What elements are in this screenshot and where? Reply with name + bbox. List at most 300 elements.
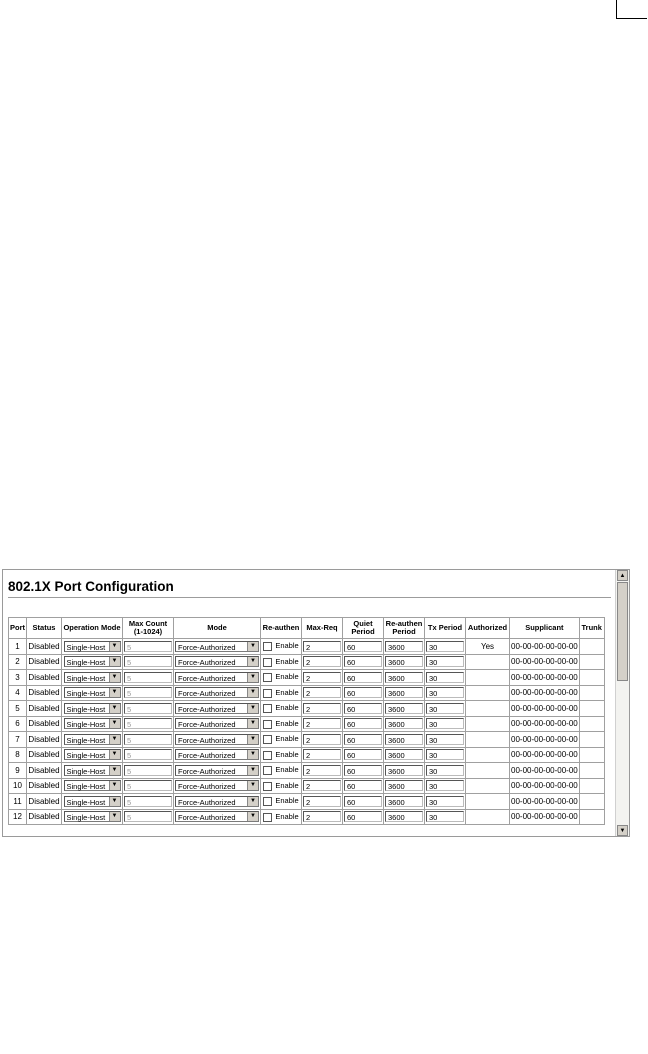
chevron-down-icon[interactable]: ▼ [109, 812, 120, 821]
tx-period-input[interactable]: 30 [426, 765, 464, 776]
max-count-cell [123, 732, 174, 748]
operation-mode-cell [62, 763, 123, 779]
max-req-input[interactable]: 2 [303, 796, 341, 807]
trunk-cell [579, 778, 604, 794]
reauthen-checkbox[interactable] [263, 704, 272, 713]
quiet-period-input[interactable]: 60 [344, 765, 382, 776]
panel-content [3, 570, 615, 836]
operation-mode-value: Single-Host [66, 673, 106, 683]
tx-period-input[interactable]: 30 [426, 641, 464, 652]
tx-period-cell [425, 794, 466, 810]
mode-cell [174, 763, 261, 779]
quiet-period-input[interactable]: 60 [344, 672, 382, 683]
operation-mode-value: Single-Host [66, 735, 106, 745]
max-req-input[interactable]: 2 [303, 703, 341, 714]
mode-value: Force-Authorized [178, 658, 236, 668]
authorized-cell [466, 685, 510, 701]
port-config-table [8, 617, 605, 825]
table-row [9, 747, 605, 763]
port-cell: 3 [9, 670, 27, 686]
trunk-cell [579, 809, 604, 825]
mode-select[interactable] [175, 749, 259, 760]
chevron-down-icon[interactable]: ▼ [109, 735, 120, 744]
scroll-down-icon[interactable]: ▼ [617, 825, 628, 836]
chevron-down-icon[interactable]: ▼ [109, 657, 120, 666]
quiet-period-input[interactable]: 60 [344, 780, 382, 791]
col-header-mode: Mode [174, 618, 261, 639]
max-req-cell [302, 794, 343, 810]
mode-select[interactable] [175, 641, 259, 652]
operation-mode-cell [62, 794, 123, 810]
authorized-cell [466, 809, 510, 825]
col-header-max-count [123, 618, 174, 639]
port-cell: 9 [9, 763, 27, 779]
scroll-up-icon[interactable]: ▲ [617, 570, 628, 581]
reauth-period-input[interactable]: 3600 [385, 718, 423, 729]
tx-period-input[interactable]: 30 [426, 703, 464, 714]
col-header-port: Port [9, 618, 27, 639]
reauth-period-input[interactable]: 3600 [385, 687, 423, 698]
authorized-cell [466, 794, 510, 810]
quiet-period-cell [343, 685, 384, 701]
table-row [9, 716, 605, 732]
chevron-down-icon[interactable]: ▼ [247, 781, 258, 790]
reauth-period-input[interactable]: 3600 [385, 796, 423, 807]
table-row [9, 670, 605, 686]
operation-mode-select[interactable] [64, 734, 121, 745]
supplicant-cell: 00-00-00-00-00-00 [510, 670, 580, 686]
max-count-input[interactable]: 5 [124, 796, 172, 807]
trunk-cell [579, 701, 604, 717]
quiet-header-line1: Quiet [353, 619, 373, 628]
reauthen-label: Enable [275, 749, 299, 759]
tx-period-input[interactable]: 30 [426, 718, 464, 729]
chevron-down-icon[interactable]: ▼ [109, 704, 120, 713]
chevron-down-icon[interactable]: ▼ [247, 735, 258, 744]
col-header-tx-period: Tx Period [425, 618, 466, 639]
reauth-period-cell [384, 794, 425, 810]
max-count-cell [123, 654, 174, 670]
port-cell: 7 [9, 732, 27, 748]
vertical-scrollbar[interactable] [615, 570, 629, 836]
operation-mode-select[interactable] [64, 703, 121, 714]
mode-value: Force-Authorized [178, 704, 236, 714]
reauth-period-input[interactable]: 3600 [385, 811, 423, 822]
mode-value: Force-Authorized [178, 782, 236, 792]
reauthen-cell [261, 716, 302, 732]
chevron-down-icon[interactable]: ▼ [109, 719, 120, 728]
mode-cell [174, 732, 261, 748]
reauth-period-cell [384, 639, 425, 655]
max-count-input[interactable]: 5 [124, 703, 172, 714]
reauth-period-input[interactable]: 3600 [385, 703, 423, 714]
quiet-period-input[interactable]: 60 [344, 703, 382, 714]
col-header-supplicant: Supplicant [510, 618, 580, 639]
mode-value: Force-Authorized [178, 720, 236, 730]
quiet-period-cell [343, 747, 384, 763]
reauth-period-cell [384, 747, 425, 763]
max-count-input[interactable]: 5 [124, 641, 172, 652]
port-config-window [2, 569, 630, 837]
tx-period-cell [425, 685, 466, 701]
port-cell: 12 [9, 809, 27, 825]
authorized-cell [466, 778, 510, 794]
table-row [9, 654, 605, 670]
col-header-trunk: Trunk [579, 618, 604, 639]
reauthen-cell [261, 685, 302, 701]
operation-mode-select[interactable] [64, 687, 121, 698]
reauthen-checkbox[interactable] [263, 797, 272, 806]
chevron-down-icon[interactable]: ▼ [109, 688, 120, 697]
max-count-cell [123, 701, 174, 717]
col-header-status: Status [27, 618, 62, 639]
max-req-cell [302, 670, 343, 686]
max-req-input[interactable]: 2 [303, 749, 341, 760]
chevron-down-icon[interactable]: ▼ [109, 781, 120, 790]
tx-period-cell [425, 778, 466, 794]
operation-mode-select[interactable] [64, 780, 121, 791]
chevron-down-icon[interactable]: ▼ [247, 673, 258, 682]
chevron-down-icon[interactable]: ▼ [247, 704, 258, 713]
quiet-period-cell [343, 778, 384, 794]
tx-period-cell [425, 809, 466, 825]
reauthen-checkbox[interactable] [263, 673, 272, 682]
tx-period-cell [425, 654, 466, 670]
quiet-header-line2: Period [351, 627, 375, 636]
status-cell: Disabled [27, 639, 62, 655]
max-req-cell [302, 716, 343, 732]
mode-select[interactable] [175, 780, 259, 791]
supplicant-cell: 00-00-00-00-00-00 [510, 732, 580, 748]
tx-period-input[interactable]: 30 [426, 749, 464, 760]
authorized-cell [466, 747, 510, 763]
operation-mode-value: Single-Host [66, 642, 106, 652]
table-row [9, 701, 605, 717]
quiet-period-cell [343, 701, 384, 717]
max-req-input[interactable]: 2 [303, 641, 341, 652]
trunk-cell [579, 747, 604, 763]
reauth-period-input[interactable]: 3600 [385, 641, 423, 652]
operation-mode-select[interactable] [64, 765, 121, 776]
tx-period-input[interactable]: 30 [426, 811, 464, 822]
max-req-cell [302, 639, 343, 655]
tx-period-cell [425, 716, 466, 732]
mode-cell [174, 716, 261, 732]
quiet-period-cell [343, 809, 384, 825]
supplicant-cell: 00-00-00-00-00-00 [510, 654, 580, 670]
col-header-reauth-period [384, 618, 425, 639]
mode-select[interactable] [175, 718, 259, 729]
supplicant-cell: 00-00-00-00-00-00 [510, 763, 580, 779]
operation-mode-select[interactable] [64, 718, 121, 729]
max-count-header-line1: Max Count [128, 619, 168, 628]
max-count-input[interactable]: 5 [124, 656, 172, 667]
reauth-period-cell [384, 732, 425, 748]
reauth-period-input[interactable]: 3600 [385, 734, 423, 745]
max-count-input[interactable]: 5 [124, 749, 172, 760]
quiet-period-input[interactable]: 60 [344, 641, 382, 652]
reauthen-label: Enable [275, 734, 299, 744]
reauth-period-cell [384, 763, 425, 779]
supplicant-cell: 00-00-00-00-00-00 [510, 747, 580, 763]
trunk-cell [579, 670, 604, 686]
mode-value: Force-Authorized [178, 735, 236, 745]
chevron-down-icon[interactable]: ▼ [247, 688, 258, 697]
quiet-period-cell [343, 763, 384, 779]
reauth-period-cell [384, 809, 425, 825]
max-req-cell [302, 763, 343, 779]
authorized-cell [466, 670, 510, 686]
tx-period-input[interactable]: 30 [426, 796, 464, 807]
table-row [9, 794, 605, 810]
quiet-period-input[interactable]: 60 [344, 687, 382, 698]
table-row [9, 778, 605, 794]
status-cell: Disabled [27, 716, 62, 732]
mode-select[interactable] [175, 811, 259, 822]
reauthen-label: Enable [275, 703, 299, 713]
max-req-input[interactable]: 2 [303, 687, 341, 698]
tx-period-input[interactable]: 30 [426, 672, 464, 683]
mode-select[interactable] [175, 672, 259, 683]
chevron-down-icon[interactable]: ▼ [247, 750, 258, 759]
reauthen-checkbox[interactable] [263, 751, 272, 760]
tx-period-input[interactable]: 30 [426, 780, 464, 791]
port-cell: 4 [9, 685, 27, 701]
reauthen-label: Enable [275, 672, 299, 682]
quiet-period-cell [343, 794, 384, 810]
table-row [9, 732, 605, 748]
reauthen-label: Enable [275, 780, 299, 790]
max-req-cell [302, 654, 343, 670]
tx-period-cell [425, 732, 466, 748]
max-count-input[interactable]: 5 [124, 765, 172, 776]
mode-cell [174, 747, 261, 763]
mode-select[interactable] [175, 656, 259, 667]
reauthen-cell [261, 763, 302, 779]
max-count-cell [123, 763, 174, 779]
reauthen-cell [261, 670, 302, 686]
reauthen-checkbox[interactable] [263, 735, 272, 744]
reauthen-label: Enable [275, 765, 299, 775]
operation-mode-select[interactable] [64, 641, 121, 652]
reauth-header-line1: Re-authen [385, 619, 423, 628]
quiet-period-cell [343, 716, 384, 732]
reauthen-checkbox[interactable] [263, 642, 272, 651]
max-count-input[interactable]: 5 [124, 718, 172, 729]
operation-mode-select[interactable] [64, 672, 121, 683]
reauthen-checkbox[interactable] [263, 720, 272, 729]
max-count-header-line2: (1-1024) [133, 627, 163, 636]
max-count-input[interactable]: 5 [124, 780, 172, 791]
max-count-cell [123, 716, 174, 732]
tx-period-cell [425, 670, 466, 686]
max-req-input[interactable]: 2 [303, 718, 341, 729]
mode-value: Force-Authorized [178, 813, 236, 823]
reauthen-cell [261, 701, 302, 717]
max-req-input[interactable]: 2 [303, 780, 341, 791]
reauthen-checkbox[interactable] [263, 689, 272, 698]
max-count-input[interactable]: 5 [124, 687, 172, 698]
max-count-cell [123, 794, 174, 810]
chevron-down-icon[interactable]: ▼ [109, 797, 120, 806]
reauthen-label: Enable [275, 811, 299, 821]
status-cell: Disabled [27, 794, 62, 810]
chevron-down-icon[interactable]: ▼ [109, 766, 120, 775]
trunk-cell [579, 763, 604, 779]
supplicant-cell: 00-00-00-00-00-00 [510, 701, 580, 717]
max-count-cell [123, 685, 174, 701]
max-req-cell [302, 732, 343, 748]
table-row [9, 685, 605, 701]
reauthen-checkbox[interactable] [263, 813, 272, 822]
reauth-period-input[interactable]: 3600 [385, 749, 423, 760]
reauth-header-line2: Period [392, 627, 416, 636]
operation-mode-select[interactable] [64, 749, 121, 760]
tx-period-input[interactable]: 30 [426, 734, 464, 745]
max-count-input[interactable]: 5 [124, 672, 172, 683]
mode-cell [174, 794, 261, 810]
trunk-cell [579, 654, 604, 670]
max-req-input[interactable]: 2 [303, 811, 341, 822]
mode-cell [174, 654, 261, 670]
mode-select[interactable] [175, 765, 259, 776]
port-cell: 6 [9, 716, 27, 732]
max-count-input[interactable]: 5 [124, 734, 172, 745]
mode-select[interactable] [175, 734, 259, 745]
operation-mode-cell [62, 654, 123, 670]
mode-cell [174, 685, 261, 701]
reauthen-checkbox[interactable] [263, 766, 272, 775]
col-header-operation-mode: Operation Mode [62, 618, 123, 639]
max-count-input[interactable]: 5 [124, 811, 172, 822]
reauthen-cell [261, 654, 302, 670]
reauth-period-input[interactable]: 3600 [385, 780, 423, 791]
reauthen-label: Enable [275, 687, 299, 697]
operation-mode-value: Single-Host [66, 704, 106, 714]
chevron-down-icon[interactable]: ▼ [109, 750, 120, 759]
supplicant-cell: 00-00-00-00-00-00 [510, 778, 580, 794]
tx-period-cell [425, 701, 466, 717]
chevron-down-icon[interactable]: ▼ [109, 673, 120, 682]
operation-mode-select[interactable] [64, 656, 121, 667]
quiet-period-cell [343, 732, 384, 748]
mode-cell [174, 639, 261, 655]
port-cell: 1 [9, 639, 27, 655]
mode-value: Force-Authorized [178, 673, 236, 683]
tx-period-cell [425, 639, 466, 655]
trunk-cell [579, 794, 604, 810]
chevron-down-icon[interactable]: ▼ [247, 797, 258, 806]
mode-select[interactable] [175, 687, 259, 698]
operation-mode-cell [62, 716, 123, 732]
reauth-period-input[interactable]: 3600 [385, 656, 423, 667]
quiet-period-input[interactable]: 60 [344, 796, 382, 807]
quiet-period-input[interactable]: 60 [344, 811, 382, 822]
max-req-input[interactable]: 2 [303, 734, 341, 745]
quiet-period-input[interactable]: 60 [344, 656, 382, 667]
authorized-cell: Yes [466, 639, 510, 655]
chevron-down-icon[interactable]: ▼ [247, 642, 258, 651]
reauth-period-cell [384, 778, 425, 794]
operation-mode-cell [62, 639, 123, 655]
trunk-cell [579, 639, 604, 655]
tx-period-input[interactable]: 30 [426, 656, 464, 667]
operation-mode-value: Single-Host [66, 782, 106, 792]
status-cell: Disabled [27, 763, 62, 779]
reauthen-cell [261, 778, 302, 794]
operation-mode-value: Single-Host [66, 766, 106, 776]
operation-mode-cell [62, 670, 123, 686]
mode-cell [174, 701, 261, 717]
max-count-cell [123, 809, 174, 825]
operation-mode-value: Single-Host [66, 658, 106, 668]
supplicant-cell: 00-00-00-00-00-00 [510, 685, 580, 701]
reauthen-checkbox[interactable] [263, 782, 272, 791]
supplicant-cell: 00-00-00-00-00-00 [510, 809, 580, 825]
chevron-down-icon[interactable]: ▼ [247, 812, 258, 821]
supplicant-cell: 00-00-00-00-00-00 [510, 716, 580, 732]
quiet-period-input[interactable]: 60 [344, 718, 382, 729]
reauthen-cell [261, 732, 302, 748]
status-cell: Disabled [27, 778, 62, 794]
operation-mode-value: Single-Host [66, 797, 106, 807]
authorized-cell [466, 763, 510, 779]
chevron-down-icon[interactable]: ▼ [247, 719, 258, 728]
mode-cell [174, 670, 261, 686]
tx-period-input[interactable]: 30 [426, 687, 464, 698]
operation-mode-value: Single-Host [66, 689, 106, 699]
mode-select[interactable] [175, 796, 259, 807]
panel-title: 802.1X Port Configuration [8, 579, 174, 594]
chevron-down-icon[interactable]: ▼ [247, 657, 258, 666]
max-req-cell [302, 778, 343, 794]
reauthen-checkbox[interactable] [263, 658, 272, 667]
authorized-cell [466, 732, 510, 748]
reauth-period-input[interactable]: 3600 [385, 672, 423, 683]
quiet-period-cell [343, 639, 384, 655]
quiet-period-input[interactable]: 60 [344, 734, 382, 745]
max-req-input[interactable]: 2 [303, 656, 341, 667]
operation-mode-cell [62, 809, 123, 825]
mode-value: Force-Authorized [178, 689, 236, 699]
mode-value: Force-Authorized [178, 766, 236, 776]
quiet-period-input[interactable]: 60 [344, 749, 382, 760]
operation-mode-select[interactable] [64, 796, 121, 807]
mode-value: Force-Authorized [178, 797, 236, 807]
mode-cell [174, 778, 261, 794]
reauth-period-input[interactable]: 3600 [385, 765, 423, 776]
table-body [9, 639, 605, 825]
status-cell: Disabled [27, 747, 62, 763]
max-req-input[interactable]: 2 [303, 672, 341, 683]
scrollbar-thumb[interactable] [617, 582, 628, 681]
max-req-cell [302, 747, 343, 763]
chevron-down-icon[interactable]: ▼ [109, 642, 120, 651]
operation-mode-value: Single-Host [66, 720, 106, 730]
max-req-input[interactable]: 2 [303, 765, 341, 776]
operation-mode-select[interactable] [64, 811, 121, 822]
operation-mode-value: Single-Host [66, 751, 106, 761]
header-row [9, 618, 605, 639]
reauth-period-cell [384, 716, 425, 732]
mode-select[interactable] [175, 703, 259, 714]
col-header-max-req: Max-Req [302, 618, 343, 639]
quiet-period-cell [343, 654, 384, 670]
chevron-down-icon[interactable]: ▼ [247, 766, 258, 775]
reauthen-label: Enable [275, 796, 299, 806]
authorized-cell [466, 654, 510, 670]
tx-period-cell [425, 763, 466, 779]
